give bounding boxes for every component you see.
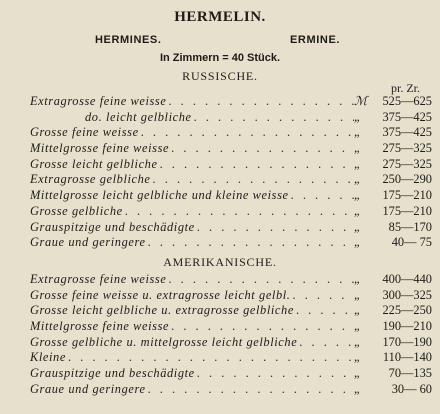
item-description: Grosse feine weisse: [30, 125, 139, 140]
item-description: Kleine: [30, 350, 66, 365]
price-range: 225—250: [382, 303, 432, 318]
price-row: [30, 125, 432, 141]
dot-leader: [166, 94, 354, 110]
dot-leader: [192, 110, 354, 126]
dot-leader: [297, 335, 354, 351]
subtitle-english: ERMINE.: [290, 34, 341, 46]
russian-price-table: [30, 94, 432, 251]
currency-mark: „: [354, 272, 361, 286]
price-row: [30, 288, 432, 304]
price-row: [30, 350, 432, 366]
currency-mark: „: [354, 219, 361, 234]
item-description: Grosse feine weisse u. extragrosse leicht gelbl.: [30, 287, 291, 302]
price-range: 250—290: [382, 172, 432, 187]
price-range: 40— 75: [391, 235, 432, 250]
item-description: Grauspitzige und beschädigte: [30, 366, 195, 381]
dot-leader: [294, 303, 354, 319]
page-title: HERMELIN.: [174, 9, 266, 25]
currency-mark: „: [354, 366, 361, 381]
item-description: Extragrosse feine weisse: [30, 272, 167, 286]
currency-mark: „: [354, 287, 361, 302]
price-range: 275—325: [382, 141, 432, 156]
dot-leader: [166, 272, 354, 288]
price-range: 375—425: [382, 109, 432, 124]
currency-mark: „: [354, 319, 361, 334]
price-row: [30, 235, 432, 251]
currency-mark: „: [354, 381, 361, 396]
item-description: Mittelgrosse feine weisse: [30, 319, 170, 334]
price-row: [30, 303, 432, 319]
price-range: 275—325: [382, 156, 432, 171]
item-description: Mittelgrosse feine weisse: [30, 141, 170, 156]
item-description: Graue und geringere: [30, 381, 146, 396]
price-range: 70—135: [388, 366, 432, 381]
dot-leader: [123, 204, 354, 220]
section-heading-american: AMERIKANISCHE.: [163, 255, 277, 269]
price-row: [30, 157, 432, 173]
dot-leader: [151, 172, 354, 188]
price-range: 190—210: [382, 319, 432, 334]
item-description: Grauspitzige und beschädigte: [30, 219, 195, 234]
price-row: [30, 319, 432, 335]
price-row: [30, 366, 432, 382]
price-row: [30, 94, 432, 110]
american-price-table: [30, 272, 432, 398]
item-description: Graue und geringere: [30, 235, 146, 250]
dot-leader: [169, 319, 354, 335]
dot-leader: [158, 157, 354, 173]
price-range: 375—425: [382, 125, 432, 140]
price-row: [30, 172, 432, 188]
item-description: Mittelgrosse leicht gelbliche und kleine weisse: [30, 188, 289, 203]
price-range: 300—325: [382, 287, 432, 302]
unit-note: In Zimmern = 40 Stück.: [159, 52, 281, 64]
currency-mark: „: [354, 203, 361, 218]
price-row: [30, 141, 432, 157]
price-row: [30, 110, 432, 126]
currency-mark: „: [354, 172, 361, 187]
price-column-header: pr. Zr.: [391, 81, 420, 95]
price-range: 170—190: [382, 334, 432, 349]
dot-leader: [195, 366, 354, 382]
currency-mark: „: [354, 109, 361, 124]
dot-leader: [195, 220, 354, 236]
dot-leader: [139, 125, 354, 141]
item-description: Grosse leicht gelbliche: [30, 156, 158, 171]
dot-leader: [146, 382, 354, 398]
currency-mark: „: [354, 125, 361, 140]
dot-leader: [291, 288, 354, 304]
dot-leader: [146, 235, 354, 251]
currency-mark: „: [354, 350, 361, 365]
currency-mark: „: [354, 141, 361, 156]
price-row: [30, 272, 432, 288]
price-row: [30, 220, 432, 236]
dot-leader: [66, 350, 354, 366]
item-description: Extragrosse gelbliche: [30, 172, 151, 187]
section-heading-russian: RUSSISCHE.: [182, 69, 258, 83]
price-row: [30, 382, 432, 398]
item-description: Extragrosse feine weisse: [30, 94, 167, 108]
price-range: 175—210: [382, 188, 432, 203]
price-row: [30, 204, 432, 220]
currency-mark: „: [354, 334, 361, 349]
currency-mark: „: [354, 303, 361, 318]
currency-mark: „: [354, 188, 361, 203]
item-description: Grosse gelbliche: [30, 203, 123, 218]
currency-mark: ℳ: [354, 94, 368, 108]
price-range: 175—210: [382, 203, 432, 218]
dot-leader: [289, 188, 354, 204]
currency-mark: „: [354, 156, 361, 171]
price-range: 110—140: [382, 350, 432, 365]
item-description: do. leicht gelbliche: [85, 109, 192, 124]
price-range: 400—440: [382, 272, 432, 286]
price-range: 30— 60: [391, 381, 432, 396]
price-range: 85—170: [388, 219, 432, 234]
item-description: Grosse gelbliche u. mittelgrosse leicht gelbliche: [30, 334, 298, 349]
subtitle-french: HERMINES.: [95, 34, 162, 46]
price-row: [30, 188, 432, 204]
price-range: 525—625: [382, 94, 432, 108]
price-row: [30, 335, 432, 351]
currency-mark: „: [354, 235, 361, 250]
dot-leader: [169, 141, 354, 157]
item-description: Grosse leicht gelbliche u. extragrosse gelbliche: [30, 303, 294, 318]
